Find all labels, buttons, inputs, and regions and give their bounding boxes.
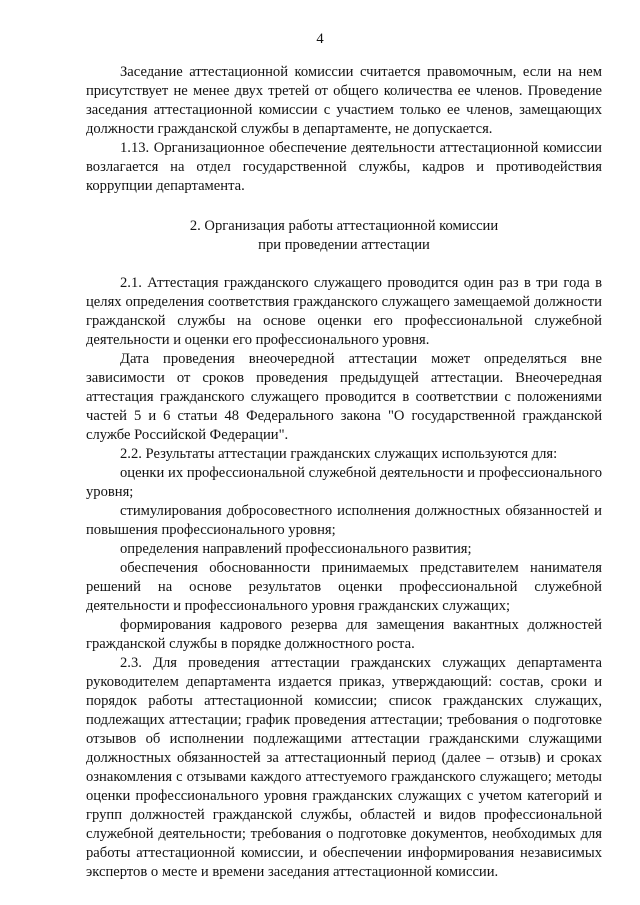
paragraph-1-13: 1.13. Организационное обеспечение деятельности аттестационной комиссии возлагается на отдел государственной службы, кадров и противодействия коррупции департамента. xyxy=(86,140,602,194)
list-item: обеспечения обоснованности принимаемых представителем нанимателя решений на основе результатов оценки профессиональной служебной деятельности и профессионального уровня гражданских служащих; xyxy=(86,560,602,614)
list-item: стимулирования добросовестного исполнения должностных обязанностей и повышения профессионального уровня; xyxy=(86,503,602,538)
section-2-heading xyxy=(86,217,602,255)
paragraph-2-3: 2.3. Для проведения аттестации гражданских служащих департамента руководителем департамента издается приказ, утверждающий: состав, сроки и порядок работы аттестационной комиссии; список гражданских служащих, подлежащих аттестации; график проведения аттестации; требования о подготовке отзывов об исполнении подлежащими аттестации гражданскими служащими должностных обязанностей за аттестационный период (далее – отзыв) и сроках ознакомления с отзывами каждого аттестуемого гражданского служащего; методы оценки профессионального уровня гражданских служащих с учетом категорий и групп должностей гражданской службы, областей и видов профессиональной служебной деятельности; требования о подготовке документов, необходимых для работы аттестационной комиссии, и обеспечении информирования независимых экспертов о месте и времени заседания аттестационной комиссии. xyxy=(86,655,602,880)
document-body xyxy=(86,63,602,882)
section-2-heading-line2: при проведении аттестации xyxy=(258,237,430,253)
paragraph-2-1-extraordinary: Дата проведения внеочередной аттестации может определяться вне зависимости от сроков проведения предыдущей аттестации. Внеочередная аттестация гражданского служащего проводится в соответствии с положениями частей 5 и 6 статьи 48 Федерального закона "О государственной гражданской службе Российской Федерации". xyxy=(86,351,602,443)
list-item: определения направлений профессионального развития; xyxy=(120,541,472,557)
paragraph-2-2: 2.2. Результаты аттестации гражданских служащих используются для: xyxy=(120,446,558,462)
page-number: 4 xyxy=(316,31,324,47)
section-2-heading-line1: 2. Организация работы аттестационной комиссии xyxy=(189,218,499,234)
list-item: формирования кадрового резерва для замещения вакантных должностей гражданской службы в порядке должностного роста. xyxy=(86,617,602,652)
paragraph-2-1: 2.1. Аттестация гражданского служащего проводится один раз в три года в целях определения соответствия гражданского служащего замещаемой должности гражданской службы на основе оценки его профессиональной служебной деятельности и оценки его профессионального уровня. xyxy=(86,275,602,348)
list-item: оценки их профессиональной служебной деятельности и профессионального уровня; xyxy=(86,465,602,500)
paragraph-quorum: Заседание аттестационной комиссии считается правомочным, если на нем присутствует не менее двух третей от общего количества ее членов. Проведение заседания аттестационной комиссии с участием только ее членов, замещающих должности гражданской службы в департаменте, не допускается. xyxy=(86,64,602,137)
